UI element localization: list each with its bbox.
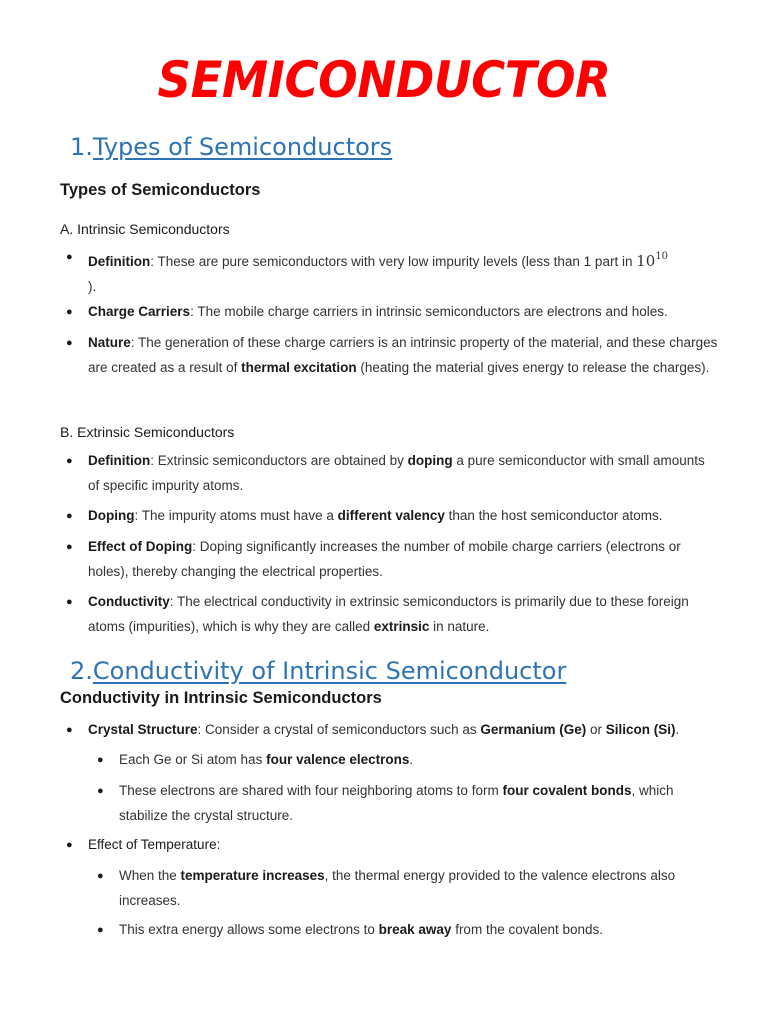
bullet-icon: ●	[66, 455, 73, 467]
list-item-effect-of-temperature: ● Effect of Temperature:	[88, 833, 718, 858]
list-item-effect-of-doping: ● Effect of Doping: Doping significantly increases the number of mobile charge carriers (electrons or holes), thereby changing the electrical properties.	[88, 535, 718, 584]
page-title: SEMICONDUCTOR	[157, 51, 611, 109]
bullet-icon: ●	[66, 541, 73, 553]
intrinsic-heading: A. Intrinsic Semiconductors	[60, 221, 230, 237]
bullet-icon: ●	[66, 724, 73, 736]
list-item-charge-carriers: ● Charge Carriers: The mobile charge carriers in intrinsic semiconductors are electrons and holes.	[88, 300, 718, 325]
bullet-icon: ●	[66, 596, 73, 608]
list-item-break-away: ● This extra energy allows some electrons to break away from the covalent bonds.	[119, 918, 699, 943]
list-item-extrinsic-definition: ● Definition: Extrinsic semiconductors are obtained by doping a pure semiconductor with small amounts of specific impurity atoms.	[88, 449, 718, 498]
bullet-icon: ●	[97, 785, 104, 797]
list-item-nature: ● Nature: The generation of these charge carriers is an intrinsic property of the material, and these charges are created as a result of thermal excitation (heating the material gives energy to release the charges).	[88, 331, 718, 380]
extrinsic-heading: B. Extrinsic Semiconductors	[60, 424, 235, 440]
bullet-icon: ●	[66, 839, 73, 851]
list-item-temperature-increases: ● When the temperature increases, the thermal energy provided to the valence electrons also increases.	[119, 864, 699, 913]
bullet-icon: ●	[97, 754, 104, 766]
section-1-title: Types of Semiconductors	[92, 133, 393, 161]
bullet-icon: ●	[66, 337, 73, 349]
section-1-number: 1.	[70, 133, 93, 161]
list-item-doping: ● Doping: The impurity atoms must have a different valency than the host semiconductor atoms.	[88, 504, 718, 529]
list-item-valence-electrons: ● Each Ge or Si atom has four valence electrons.	[119, 748, 699, 773]
bullet-icon: ●	[66, 251, 73, 263]
list-item-intrinsic-definition: ● Definition: These are pure semiconductors with very low impurity levels (less than 1 part in $10^{10}$ ).	[88, 245, 718, 299]
list-item-covalent-bonds: ● These electrons are shared with four neighboring atoms to form four covalent bonds, which stabilize the crystal structure.	[119, 779, 699, 828]
list-item-conductivity: ● Conductivity: The electrical conductivity in extrinsic semiconductors is primarily due to these foreign atoms (impurities), which is why they are called extrinsic in nature.	[88, 590, 718, 639]
section-1-subheading: Types of Semiconductors	[60, 181, 261, 199]
section-2-heading	[70, 656, 566, 686]
section-1-heading	[70, 132, 392, 162]
section-2-title: Conductivity of Intrinsic Semiconductor	[92, 657, 567, 685]
bullet-icon: ●	[66, 510, 73, 522]
list-item-crystal-structure: ● Crystal Structure: Consider a crystal of semiconductors such as Germanium (Ge) or Silicon (Si).	[88, 718, 718, 743]
section-2-subheading: Conductivity in Intrinsic Semiconductors	[60, 689, 382, 707]
bullet-icon: ●	[97, 870, 104, 882]
math-power: $10^{10}$	[636, 251, 669, 270]
bullet-icon: ●	[97, 924, 104, 936]
section-2-number: 2.	[70, 657, 93, 685]
bullet-icon: ●	[66, 306, 73, 318]
